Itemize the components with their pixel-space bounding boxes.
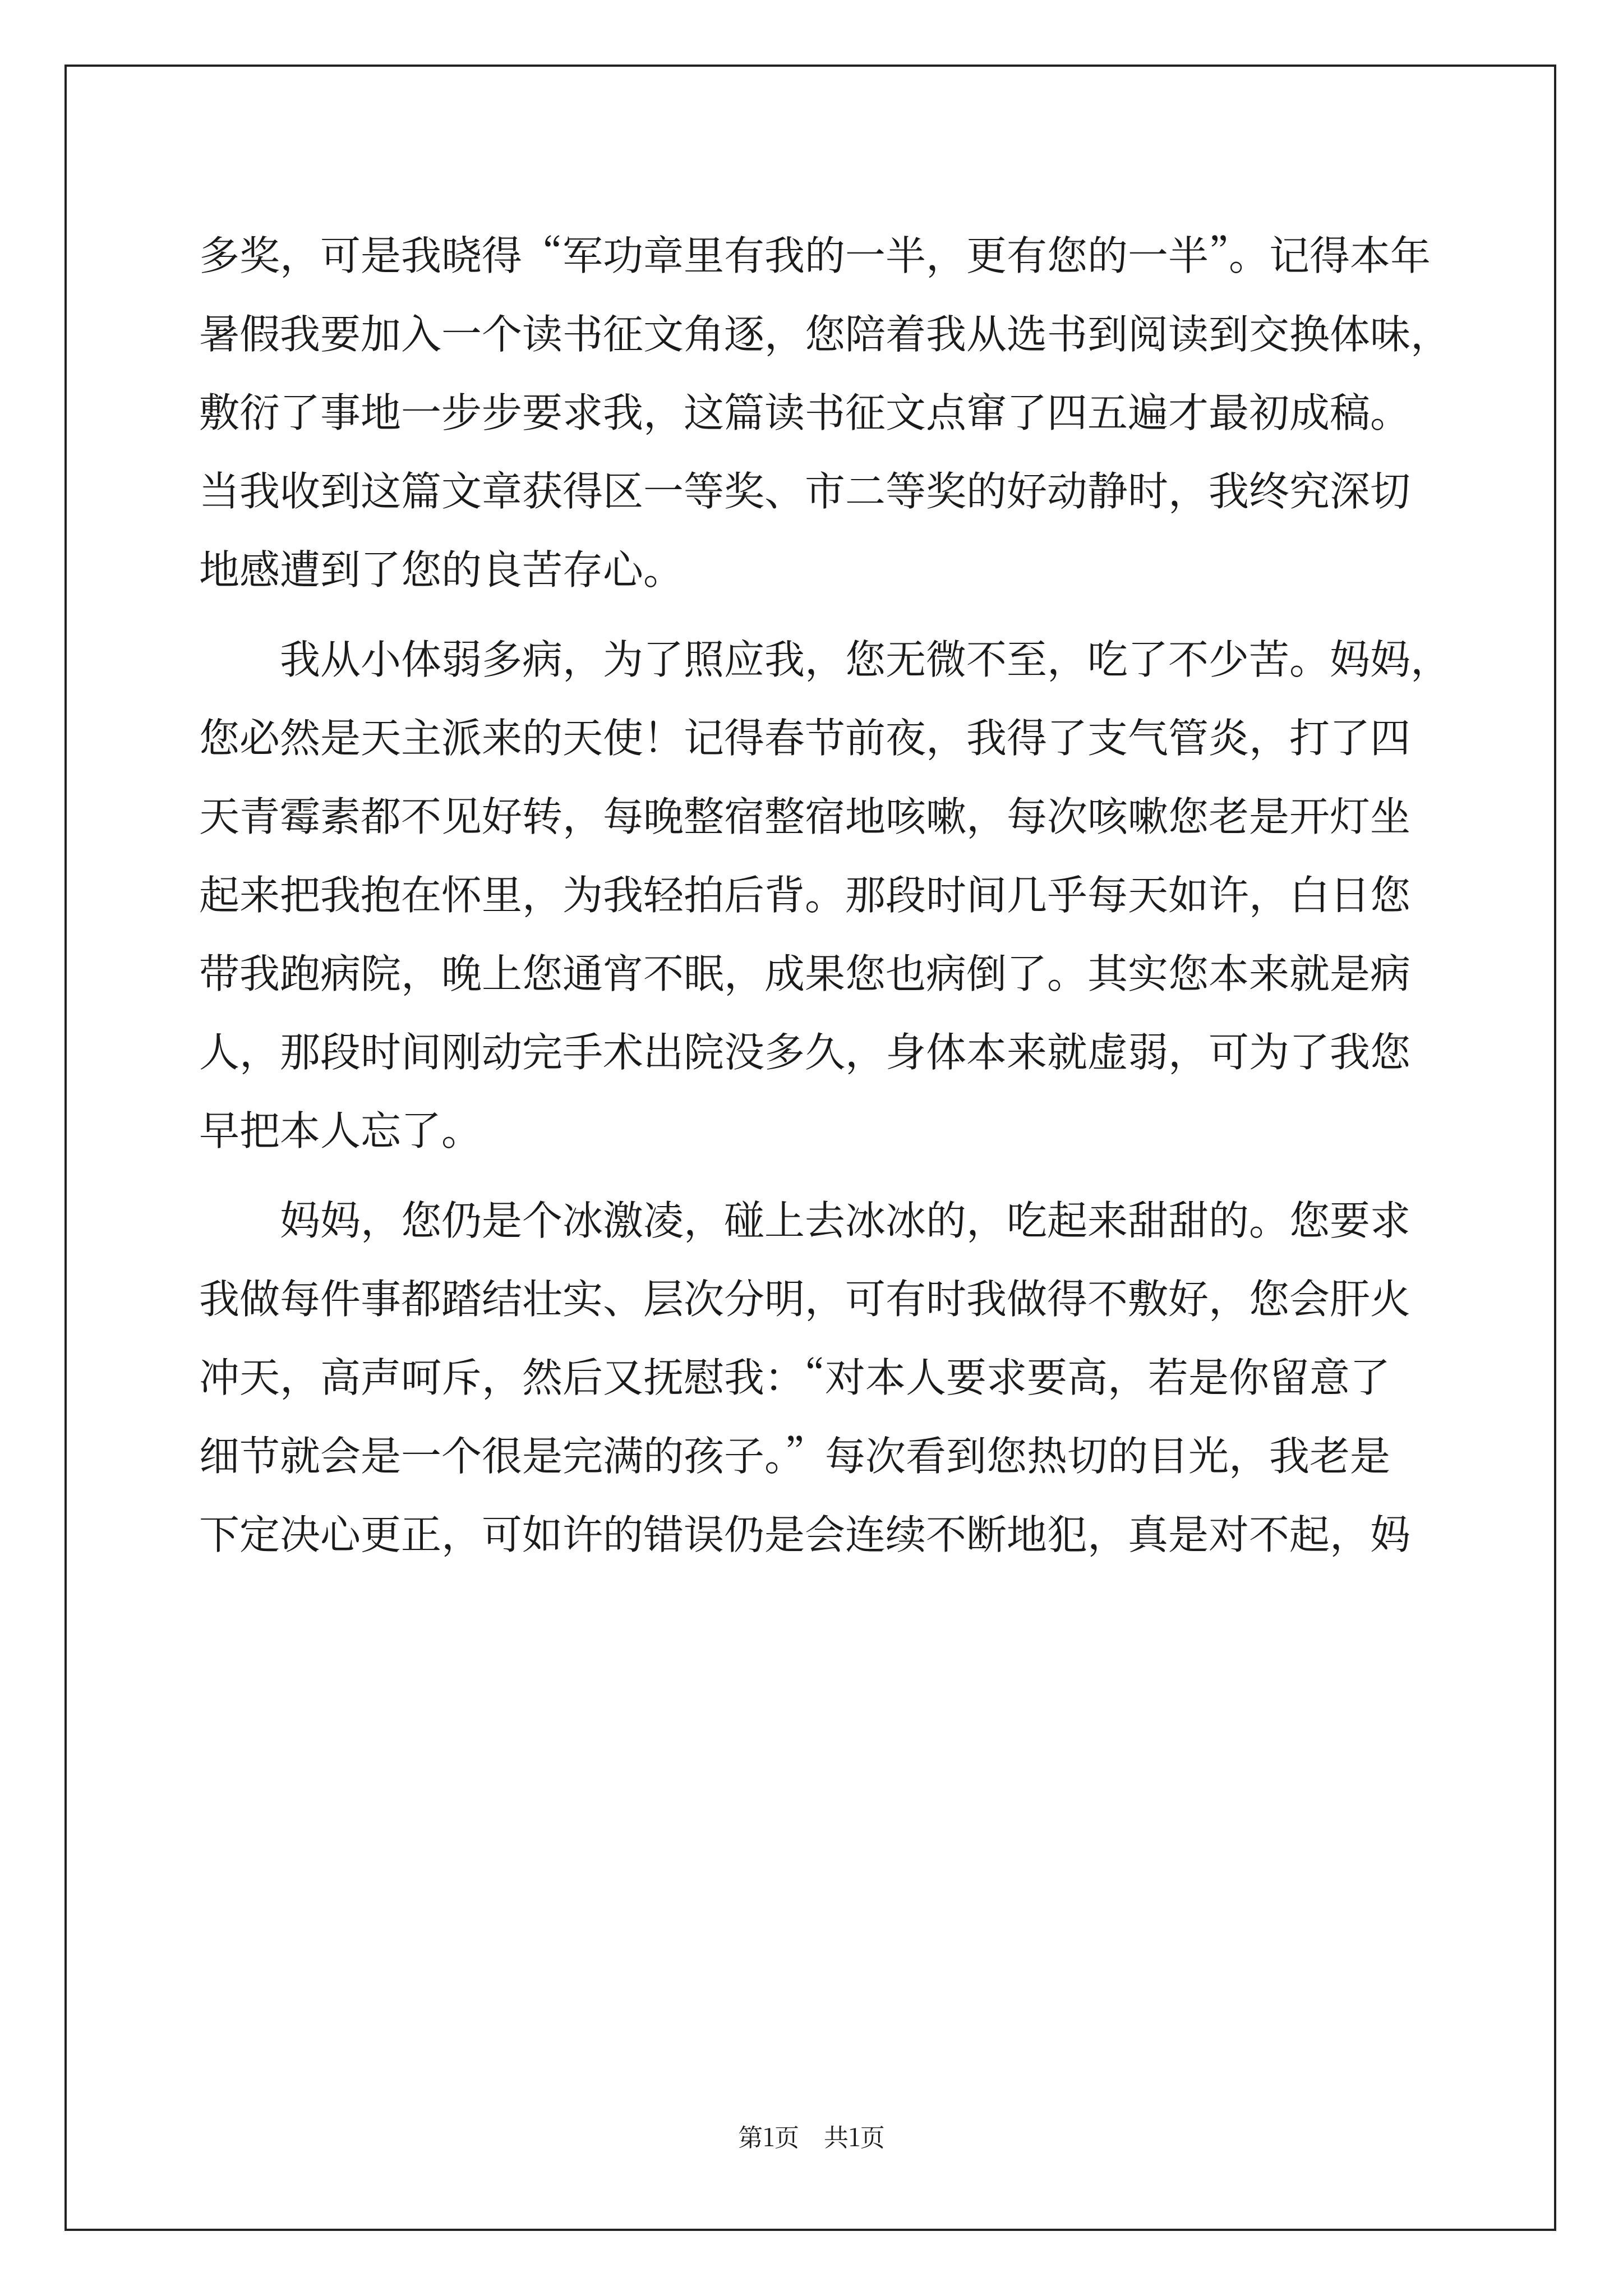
text-line: 当我收到这篇文章获得区一等奖、市二等奖的好动静时，我终究深切 xyxy=(199,459,1411,517)
text-line: 人，那段时间刚动完手术出院没多久，身体本来就虚弱，可为了我您 xyxy=(199,1020,1411,1078)
page-footer xyxy=(0,2118,1623,2154)
text-line: 您必然是天主派来的天使！记得春节前夜，我得了支气管炎，打了四 xyxy=(199,706,1411,764)
paragraph-first-line: 妈妈，您仍是个冰激凌，碰上去冰冰的，吃起来甜甜的。您要求 xyxy=(199,1188,1411,1246)
text-line: 细节就会是一个很是完满的孩子。”每次看到您热切的目光，我老是 xyxy=(199,1424,1391,1482)
text-line: 冲天，高声呵斥，然后又抚慰我：“对本人要求要高，若是你留意了 xyxy=(199,1345,1391,1404)
text-line: 起来把我抱在怀里，为我轻拍后背。那段时间几乎每天如许，白日您 xyxy=(199,863,1411,921)
text-line: 早把本人忘了。 xyxy=(199,1098,482,1157)
text-line: 天青霉素都不见好转，每晚整宿整宿地咳嗽，每次咳嗽您老是开灯坐 xyxy=(199,784,1411,843)
text-line: 敷衍了事地一步步要求我，这篇读书征文点窜了四五遍才最初成稿。 xyxy=(199,380,1411,439)
page-total: 共1页 xyxy=(824,2118,885,2154)
text-line: 暑假我要加入一个读书征文角逐，您陪着我从选书到阅读到交换体味， xyxy=(199,302,1451,360)
page-number: 第1页 xyxy=(738,2118,799,2154)
text-line: 带我跑病院，晚上您通宵不眠，成果您也病倒了。其实您本来就是病 xyxy=(199,941,1411,1000)
text-line: 多奖，可是我晓得“军功章里有我的一半，更有您的一半”。记得本年 xyxy=(199,223,1431,282)
text-line: 地感遭到了您的良苦存心。 xyxy=(199,537,684,596)
document-body xyxy=(199,213,1451,1571)
text-line: 下定决心更正，可如许的错误仍是会连续不断地犯，真是对不起，妈 xyxy=(199,1502,1411,1561)
paragraph-first-line: 我从小体弱多病，为了照应我，您无微不至，吃了不少苦。妈妈， xyxy=(199,627,1451,685)
text-line: 我做每件事都踏结壮实、层次分明，可有时我做得不敷好，您会肝火 xyxy=(199,1267,1411,1325)
